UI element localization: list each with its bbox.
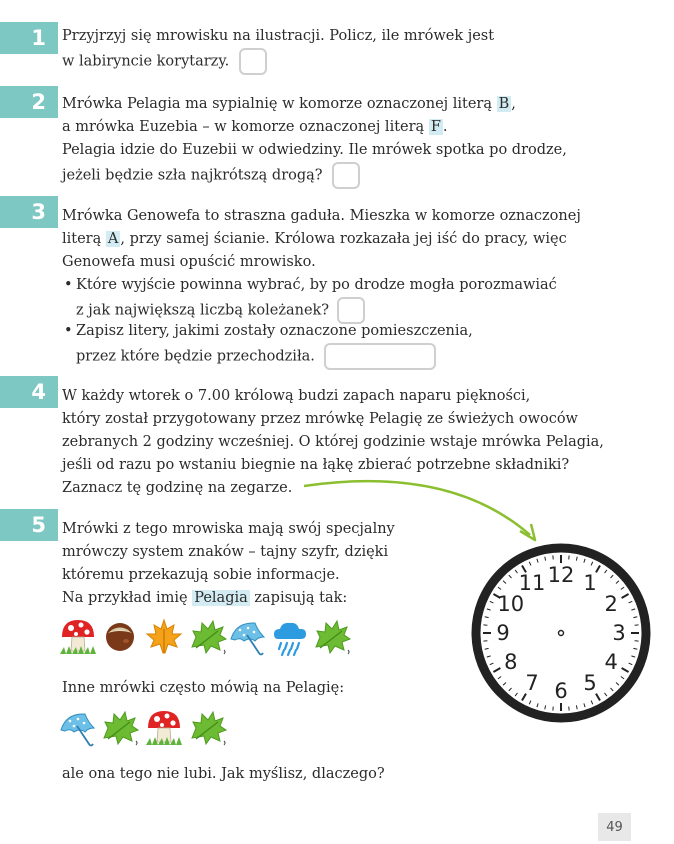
clock-number: 3 bbox=[612, 621, 626, 645]
task3-text: przez które będzie przechodziła. bbox=[76, 348, 315, 365]
umbrella-icon bbox=[58, 708, 98, 748]
task3-text-line: Mrówka Genowefa to straszna gaduła. Mieszka w komorze oznaczonej bbox=[62, 208, 581, 224]
task5-text: Na przykład imię bbox=[62, 590, 193, 606]
letter-f-highlight: F bbox=[430, 119, 441, 135]
clock-number: 8 bbox=[504, 650, 518, 674]
task3-text: z jak największą liczbą koleżanek? bbox=[76, 302, 330, 319]
clock-number: 11 bbox=[518, 570, 546, 595]
rain-cloud-icon bbox=[270, 617, 310, 657]
clock-number: 4 bbox=[604, 650, 618, 674]
task3-text: , przy samej ścianie. Królowa rozkazała jej iść do pracy, więc bbox=[120, 231, 567, 247]
green-leaf-icon bbox=[100, 708, 140, 748]
task4-text-line: jeśli od razu po wstaniu biegnie na łąkę zbierać potrzebne składniki? bbox=[62, 457, 570, 473]
task3-text-line: Genowefa musi opuścić mrowisko. bbox=[62, 254, 316, 270]
task5-text-line bbox=[62, 587, 347, 609]
task2-text: Mrówka Pelagia ma sypialnię w komorze oznaczonej literą bbox=[62, 96, 497, 112]
clock-number: 10 bbox=[497, 592, 525, 616]
task5-text: zapisują tak: bbox=[249, 590, 348, 606]
task2-text: jeżeli będzie szła najkrótszą drogą? bbox=[62, 167, 323, 184]
clock-number: 9 bbox=[496, 621, 510, 645]
mushroom-icon bbox=[58, 617, 98, 657]
task5-text-line: któremu przekazują sobie informacje. bbox=[62, 567, 340, 583]
task4-text-line: Zaznacz tę godzinę na zegarze. bbox=[62, 480, 293, 496]
name-highlight: Pelagia bbox=[194, 590, 248, 606]
task4-text-line: który został przygotowany przez mrówkę Pelagię ze świeżych owoców bbox=[62, 411, 578, 427]
green-leaf-icon bbox=[312, 617, 352, 657]
clock-number: 2 bbox=[604, 592, 618, 616]
task2-text: . bbox=[442, 119, 448, 135]
bullet-marker: • bbox=[64, 323, 73, 339]
task3-bullet2-line: Zapisz litery, jakimi zostały oznaczone pomieszczenia, bbox=[76, 323, 473, 339]
umbrella-icon bbox=[228, 617, 268, 657]
green-leaf-icon bbox=[188, 617, 228, 657]
clock-number: 7 bbox=[525, 671, 539, 696]
green-leaf-icon bbox=[188, 708, 228, 748]
clock-number: 1 bbox=[583, 570, 597, 595]
task-number-3: 3 bbox=[0, 196, 58, 228]
page-number: 49 bbox=[598, 813, 631, 841]
clock-face[interactable] bbox=[470, 542, 652, 724]
clock-number: 12 bbox=[547, 563, 575, 587]
maple-leaf-icon bbox=[144, 617, 184, 657]
task-number-1: 1 bbox=[0, 22, 58, 54]
task-number-4: 4 bbox=[0, 376, 58, 408]
letter-a-highlight: A bbox=[107, 231, 119, 247]
mushroom-icon bbox=[144, 708, 184, 748]
letter-b-highlight: B bbox=[498, 96, 510, 112]
task2-text: a mrówka Euzebia – w komorze oznaczonej literą bbox=[62, 119, 429, 135]
clock-number: 5 bbox=[583, 671, 597, 696]
task4-text-line: W każdy wtorek o 7.00 królową budzi zapach naparu piękności, bbox=[62, 388, 531, 404]
task3-bullet1-line: Które wyjście powinna wybrać, by po drodze mogła porozmawiać bbox=[76, 277, 557, 293]
task-number-2: 2 bbox=[0, 86, 58, 118]
task1-text-line: Przyjrzyj się mrowisku na ilustracji. Policz, ile mrówek jest bbox=[62, 28, 495, 44]
bullet-marker: • bbox=[64, 277, 73, 293]
task5-text-line: mrówczy system znaków – tajny szyfr, dzięki bbox=[62, 544, 389, 560]
clock-number: 6 bbox=[554, 679, 568, 703]
task4-text-line: zebranych 2 godziny wcześniej. O której godzinie wstaje mrówka Pelagia, bbox=[62, 434, 604, 450]
task2-text-line: Pelagia idzie do Euzebii w odwiedziny. Ile mrówek spotka po drodze, bbox=[62, 142, 567, 158]
task5-text-line: Inne mrówki często mówią na Pelagię: bbox=[62, 680, 345, 696]
chestnut-icon bbox=[100, 617, 140, 657]
task-number-5: 5 bbox=[0, 509, 58, 541]
task5-text-line: ale ona tego nie lubi. Jak myślisz, dlaczego? bbox=[62, 766, 385, 782]
task1-text: w labiryncie korytarzy. bbox=[62, 53, 230, 70]
task2-text: , bbox=[511, 96, 516, 112]
task5-text-line: Mrówki z tego mrowiska mają swój specjalny bbox=[62, 521, 395, 537]
task3-text: literą bbox=[62, 231, 106, 247]
